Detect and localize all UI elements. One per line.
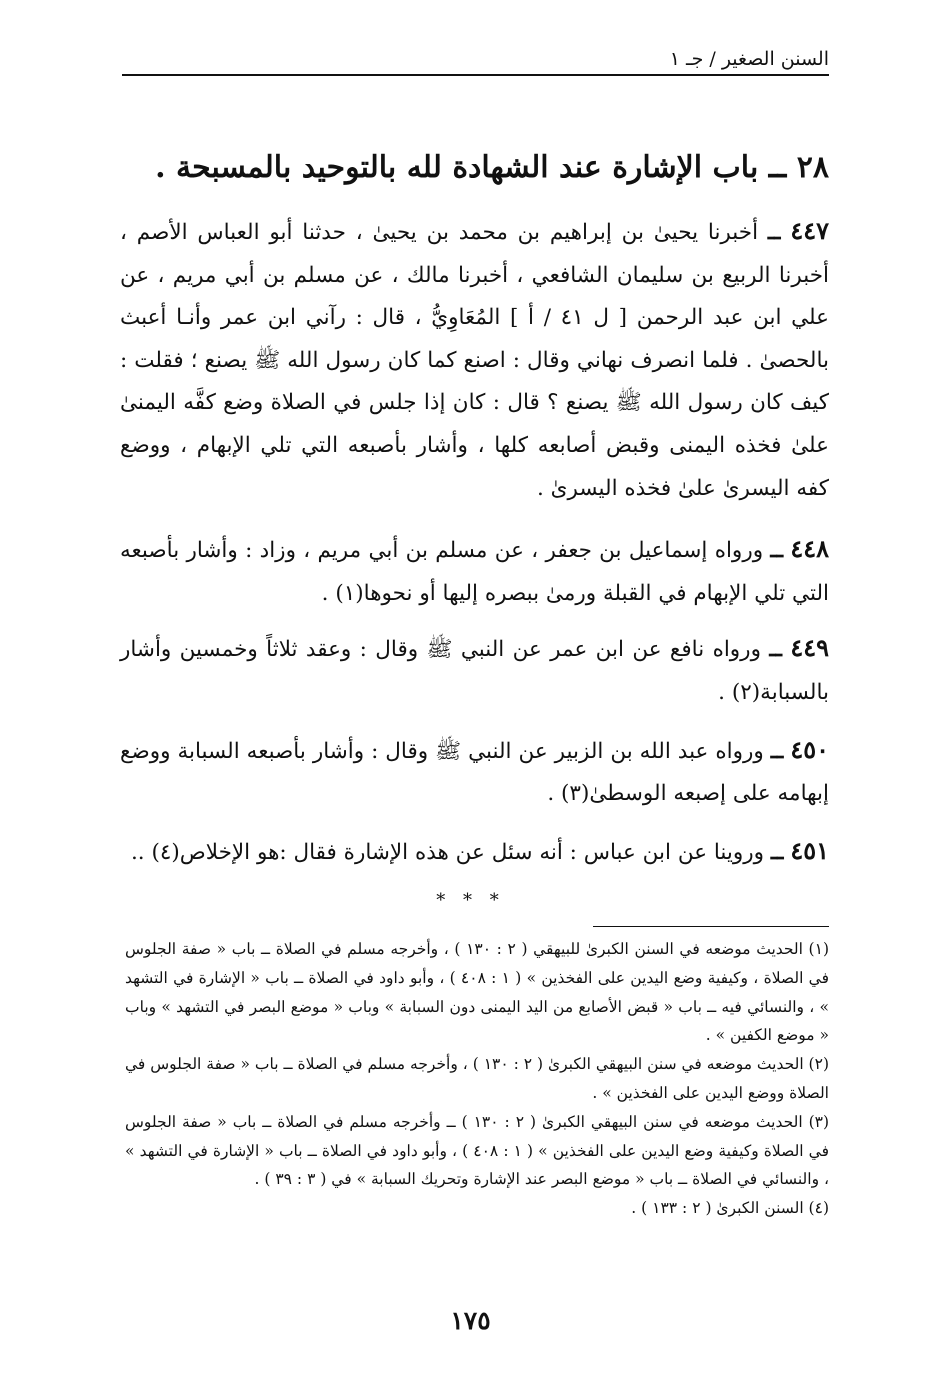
- page-number: ١٧٥: [450, 1306, 491, 1335]
- footnote-2: (٢) الحديث موضعه في سنن البيهقي الكبرىٰ ( ٢ : ١٣٠ ) ، وأخرجه مسلم في الصلاة ــ باب « صفة الجلوس في الصلاة ووضع اليدين على الفخذين » .: [125, 1055, 829, 1102]
- footnotes: [125, 935, 829, 1223]
- hadith-451: ٤٥١ ــ وروينا عن ابن عباس : أنه سئل عن هذه الإشارة فقال :هو الإخلاص(٤) ..: [130, 835, 829, 865]
- hadith-number: ٤٤٩: [790, 633, 829, 663]
- hadith-text: ورواه نافع عن ابن عمر عن النبي ﷺ وقال : وعقد ثلاثاً وخمسين وأشار بالسبابة(٢) .: [120, 637, 829, 705]
- hadith-text: ورواه عبد الله بن الزبير عن النبي ﷺ وقال : وأشار بأصبعه السبابة ووضع إبهامه على إصبعه الوسطىٰ(٣) .: [120, 738, 829, 807]
- footnote-4: (٤) السنن الكبرىٰ ( ٢ : ١٣٣ ) .: [631, 1199, 829, 1218]
- running-header: [122, 44, 829, 76]
- hadith-number: ٤٤٧: [790, 216, 829, 245]
- hadith-text: ورواه إسماعيل بن جعفر ، عن مسلم بن أبي مريم ، وزاد : وأشار بأصبعه التي تلي الإبهام في القبلة ورمىٰ ببصره إليها أو نحوها(١) .: [120, 538, 829, 606]
- hadith-text: أخبرنا يحيىٰ بن إبراهيم بن محمد بن يحيىٰ ، حدثنا أبو العباس الأصم ، أخبرنا الربيع بن سليمان الشافعي ، أخبرنا مالك ، عن مسلم بن أبي مريم ، عن علي ابن عبد الرحمن [ ل ٤١ / أ ] المُعَاوِيُّ ، قال : رآني ابن عمر وأنـا أعبث بالحصىٰ . فلما انصرف نهاني وقال : اصنع كما كان رسول الله ﷺ يصنع ؛ فقلت : كيف كان رسول الله ﷺ يصنع ؟ قال : كان إذا جلس في الصلاة وضع كفَّه اليمنىٰ علىٰ فخذه اليمنى وقبض أصابعه كلها ، وأشار بأصبعه التي تلي الإبهام ، ووضع كفه اليسرىٰ علىٰ فخذه اليسرىٰ .: [120, 220, 830, 501]
- footnote-3: (٣) الحديث موضعه في سنن البيهقي الكبرىٰ ( ٢ : ١٣٠ ) ــ وأخرجه مسلم في الصلاة ــ باب « صفة الجلوس في الصلاة وكيفية وضع اليدين على الفخذين » ( ١ : ٤٠٨ ) ، وأبو داود في الصلاة ــ باب « الإشارة في التشهد » ، والنسائي في الصلاة ــ باب « موضع البصر عند الإشارة وتحريك السبابة » في ( ٣ : ٣٩ ) .: [125, 1112, 830, 1189]
- hadith-list: [120, 210, 829, 874]
- chapter-title: ٢٨ ــ باب الإشارة عند الشهادة لله بالتوحيد بالمسبحة .: [155, 150, 829, 185]
- hadith-number: ٤٤٨: [790, 534, 829, 564]
- hadith-448: ٤٤٨ ــ ورواه إسماعيل بن جعفر ، عن مسلم بن أبي مريم ، وزاد : وأشار بأصبعه التي تلي الإبهام في القبلة ورمىٰ ببصره إليها أو نحوها(١) .: [120, 534, 829, 606]
- hadith-450: ٤٥٠ ــ ورواه عبد الله بن الزبير عن النبي ﷺ وقال : وأشار بأصبعه السبابة ووضع إبهامه على إصبعه الوسطىٰ(٣) .: [120, 734, 829, 807]
- hadith-447: ٤٤٧ ــ أخبرنا يحيىٰ بن إبراهيم بن محمد بن يحيىٰ ، حدثنا أبو العباس الأصم ، أخبرنا الربيع بن سليمان الشافعي ، أخبرنا مالك ، عن مسلم بن أبي مريم ، عن علي ابن عبد الرحمن [ ل ٤١ / أ ] المُعَاوِيُّ ، قال : رآني ابن عمر وأنـا أعبث بالحصىٰ . فلما انصرف نهاني وقال : اصنع كما كان رسول الله ﷺ يصنع ؛ فقلت : كيف كان رسول الله ﷺ يصنع ؟ قال : كان إذا جلس في الصلاة وضع كفَّه اليمنىٰ علىٰ فخذه اليمنى وقبض أصابعه كلها ، وأشار بأصبعه التي تلي الإبهام ، ووضع كفه اليسرىٰ علىٰ فخذه اليسرىٰ .: [120, 216, 830, 501]
- footnote-1: (١) الحديث موضعه في السنن الكبرىٰ للبيهقي ( ٢ : ١٣٠ ) ، وأخرجه مسلم في الصلاة ــ باب « صفة الجلوس في الصلاة ، وكيفية وضع اليدين على الفخذين » ( ١ : ٤٠٨ ) ، وأبو داود في الصلاة ــ باب « الإشارة في التشهد » ، والنسائي فيه ــ باب « قبض الأصابع من اليد اليمنى دون السبابة » وباب « موضع البصر في التشهد » وباب « موضع الكفين » .: [125, 940, 830, 1045]
- hadith-number: ٤٥١: [790, 835, 829, 865]
- hadith-number: ٤٥٠: [790, 734, 829, 764]
- hadith-449: ٤٤٩ ــ ورواه نافع عن ابن عمر عن النبي ﷺ وقال : وعقد ثلاثاً وخمسين وأشار بالسبابة(٢) .: [120, 633, 829, 705]
- footnote-rule: [593, 926, 829, 927]
- hadith-text: وروينا عن ابن عباس : أنه سئل عن هذه الإشارة فقال :هو الإخلاص(٤) ..: [130, 839, 765, 865]
- section-separator: * * *: [436, 890, 505, 911]
- running-header-title: السنن الصغير / جـ ١: [662, 48, 829, 70]
